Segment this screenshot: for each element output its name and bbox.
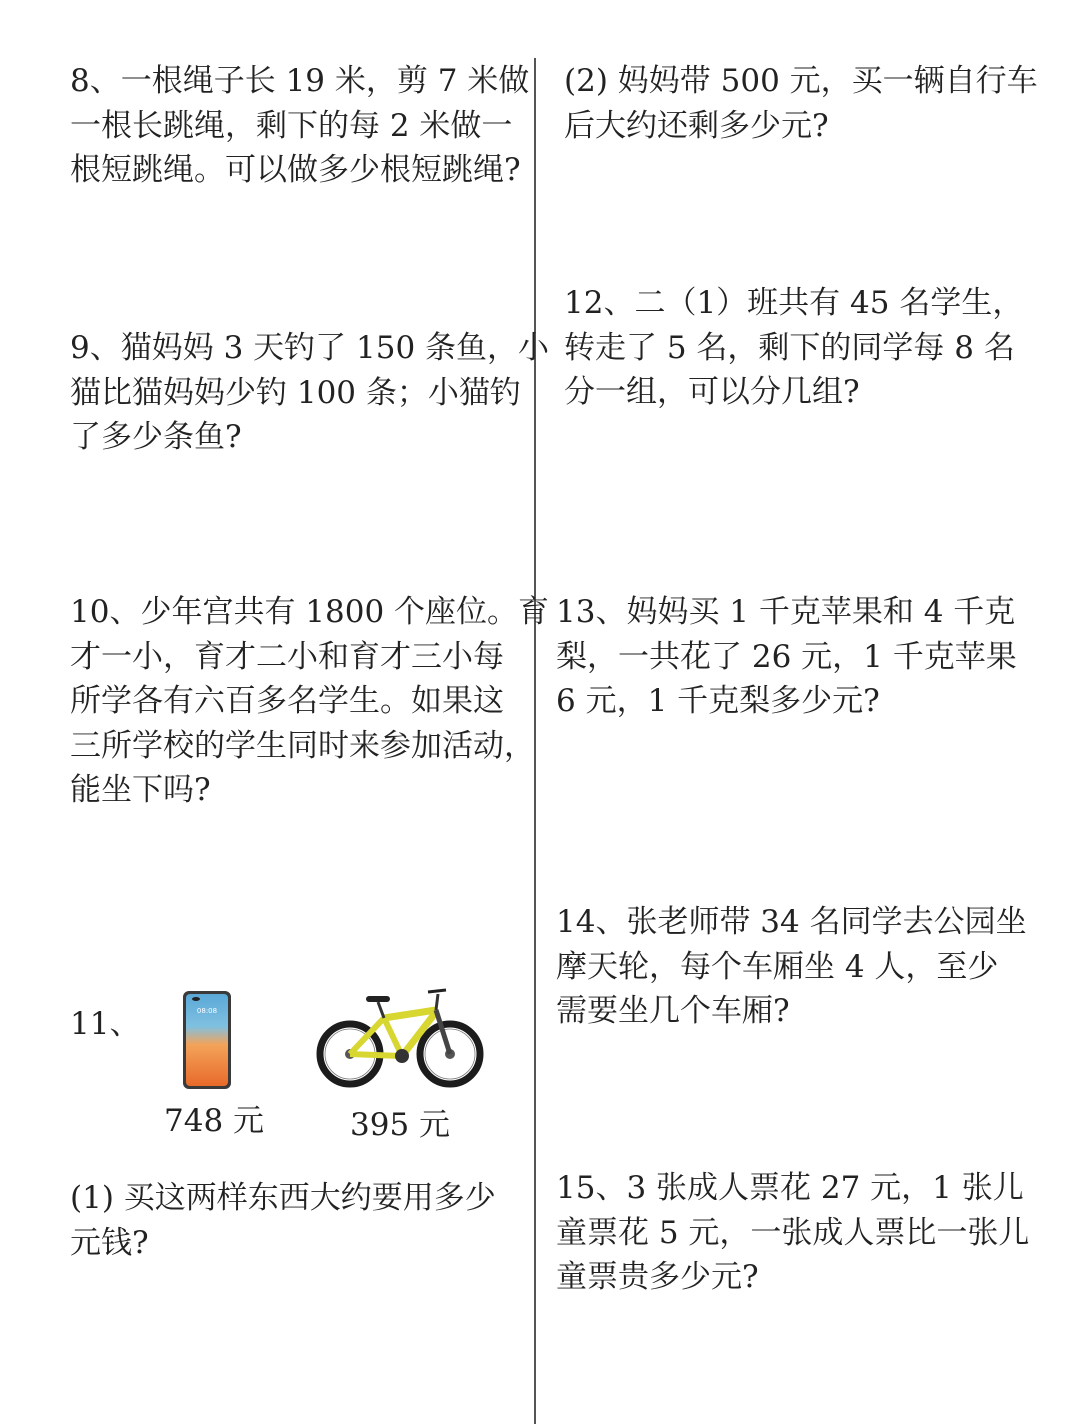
question-9-line-1: 9、猫妈妈 3 天钓了 150 条鱼，小: [70, 330, 550, 366]
question-12-line-3: 分一组，可以分几组?: [564, 374, 860, 410]
question-10-line-3: 所学各有六百多名学生。如果这: [70, 683, 504, 719]
question-12-line-2: 转走了 5 名，剩下的同学每 8 名: [564, 329, 1015, 366]
question-13: [556, 590, 1017, 724]
question-12-line-1: 12、二（1）班共有 45 名学生，: [564, 285, 1024, 321]
question-8-line-2: 一根长跳绳，剩下的每 2 米做一: [70, 107, 513, 144]
question-9: [70, 326, 549, 460]
question-9-line-2: 猫比猫妈妈少钓 100 条；小猫钓: [70, 374, 521, 411]
question-13-line-3: 6 元，1 千克梨多少元?: [556, 683, 880, 719]
question-13-line-2: 梨，一共花了 26 元，1 千克苹果: [556, 638, 1017, 675]
question-11-part-1: [70, 1176, 496, 1265]
smartphone-image: [140, 985, 270, 1091]
phone-screen-time: 08:08: [196, 1007, 218, 1015]
question-13-line-1: 13、妈妈买 1 千克苹果和 4 千克: [556, 594, 1016, 630]
question-15-line-2: 童票花 5 元，一张成人票比一张儿: [556, 1214, 1030, 1251]
question-8-line-3: 根短跳绳。可以做多少根短跳绳?: [70, 152, 521, 188]
question-8-line-1: 8、一根绳子长 19 米，剪 7 米做: [70, 63, 530, 99]
question-10-line-5: 能坐下吗?: [70, 772, 211, 808]
question-10: [70, 590, 549, 813]
question-11-part-1-line-2: 元钱?: [70, 1224, 149, 1261]
question-9-line-3: 了多少条鱼?: [70, 419, 242, 455]
question-15-line-3: 童票贵多少元?: [556, 1259, 759, 1295]
question-11-part-2: [564, 59, 1038, 148]
question-14-line-3: 需要坐几个车厢?: [556, 993, 790, 1029]
question-11-part-2-line-1: (2) 妈妈带 500 元，买一辆自行车: [564, 63, 1038, 99]
question-10-line-1: 10、少年宫共有 1800 个座位。育: [70, 594, 550, 630]
question-8: [70, 59, 529, 193]
bicycle-price: 395 元: [350, 1107, 451, 1143]
phone-price: 748 元: [164, 1103, 265, 1139]
bicycle-image: [312, 982, 486, 1092]
question-14-line-1: 14、张老师带 34 名同学去公园坐: [556, 904, 1027, 940]
question-10-line-2: 才一小，育才二小和育才三小每: [70, 638, 504, 675]
question-15-line-1: 15、3 张成人票花 27 元，1 张儿: [556, 1170, 1024, 1206]
question-14: [556, 900, 1027, 1034]
question-10-line-4: 三所学校的学生同时来参加活动，: [70, 727, 535, 764]
question-14-line-2: 摩天轮，每个车厢坐 4 人，至少: [556, 948, 999, 985]
question-11-label: 11、: [70, 1006, 141, 1042]
question-11-part-1-line-1: (1) 买这两样东西大约要用多少: [70, 1180, 496, 1216]
question-12: [564, 281, 1023, 415]
question-11-part-2-line-2: 后大约还剩多少元?: [564, 107, 829, 144]
question-15: [556, 1166, 1029, 1300]
